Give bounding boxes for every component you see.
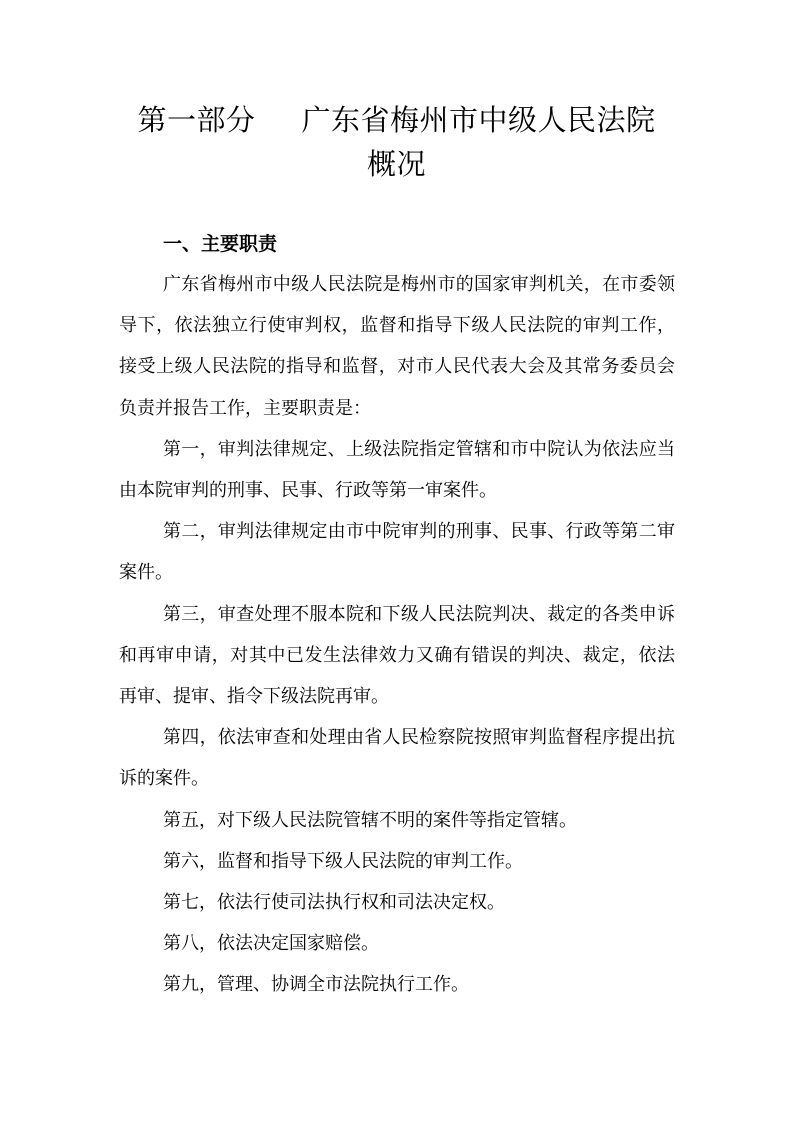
paragraph-duty-4: 第四，依法审查和处理由省人民检察院按照审判监督程序提出抗诉的案件。: [119, 727, 675, 790]
document-body: [119, 264, 675, 1006]
title-court-name: 广东省梅州市中级人民法院: [301, 103, 656, 137]
paragraph-duty-1: 第一，审判法律规定、上级法院指定管辖和市中院认为依法应当由本院审判的刑事、民事、行政等第一审案件。: [119, 438, 675, 502]
paragraph-duty-9: 第九，管理、协调全市法院执行工作。: [163, 974, 469, 996]
document-title-line-1: [0, 96, 793, 144]
paragraph-intro: 广东省梅州市中级人民法院是梅州市的国家审判机关，在市委领导下，依法独立行使审判权，监督和指导下级人民法院的审判工作，接受上级人民法院的指导和监督，对市人民代表大会及其常务委员会负责并报告工作，主要职责是：: [119, 274, 675, 419]
paragraph-duty-6: 第六，监督和指导下级人民法院的审判工作。: [163, 850, 523, 872]
paragraph-duty-8: 第八，依法决定国家赔偿。: [163, 933, 379, 955]
paragraph-duty-2: 第二，审判法律规定由市中院审判的刑事、民事、行政等第二审案件。: [119, 521, 675, 584]
paragraph-duty-7: 第七，依法行使司法执行权和司法决定权。: [163, 892, 505, 914]
section-heading-main-duties: 一、主要职责: [163, 233, 278, 255]
paragraph-duty-5: 第五，对下级人民法院管辖不明的案件等指定管辖。: [163, 809, 577, 831]
paragraph-duty-3: 第三，审查处理不服本院和下级人民法院判决、裁定的各类申诉和再审申请，对其中已发生法律效力又确有错误的判决、裁定，依法再审、提审、指令下级法院再审。: [119, 603, 675, 708]
title-part-label: 第一部分: [137, 103, 256, 137]
document-title-line-2: 概况: [366, 147, 426, 181]
